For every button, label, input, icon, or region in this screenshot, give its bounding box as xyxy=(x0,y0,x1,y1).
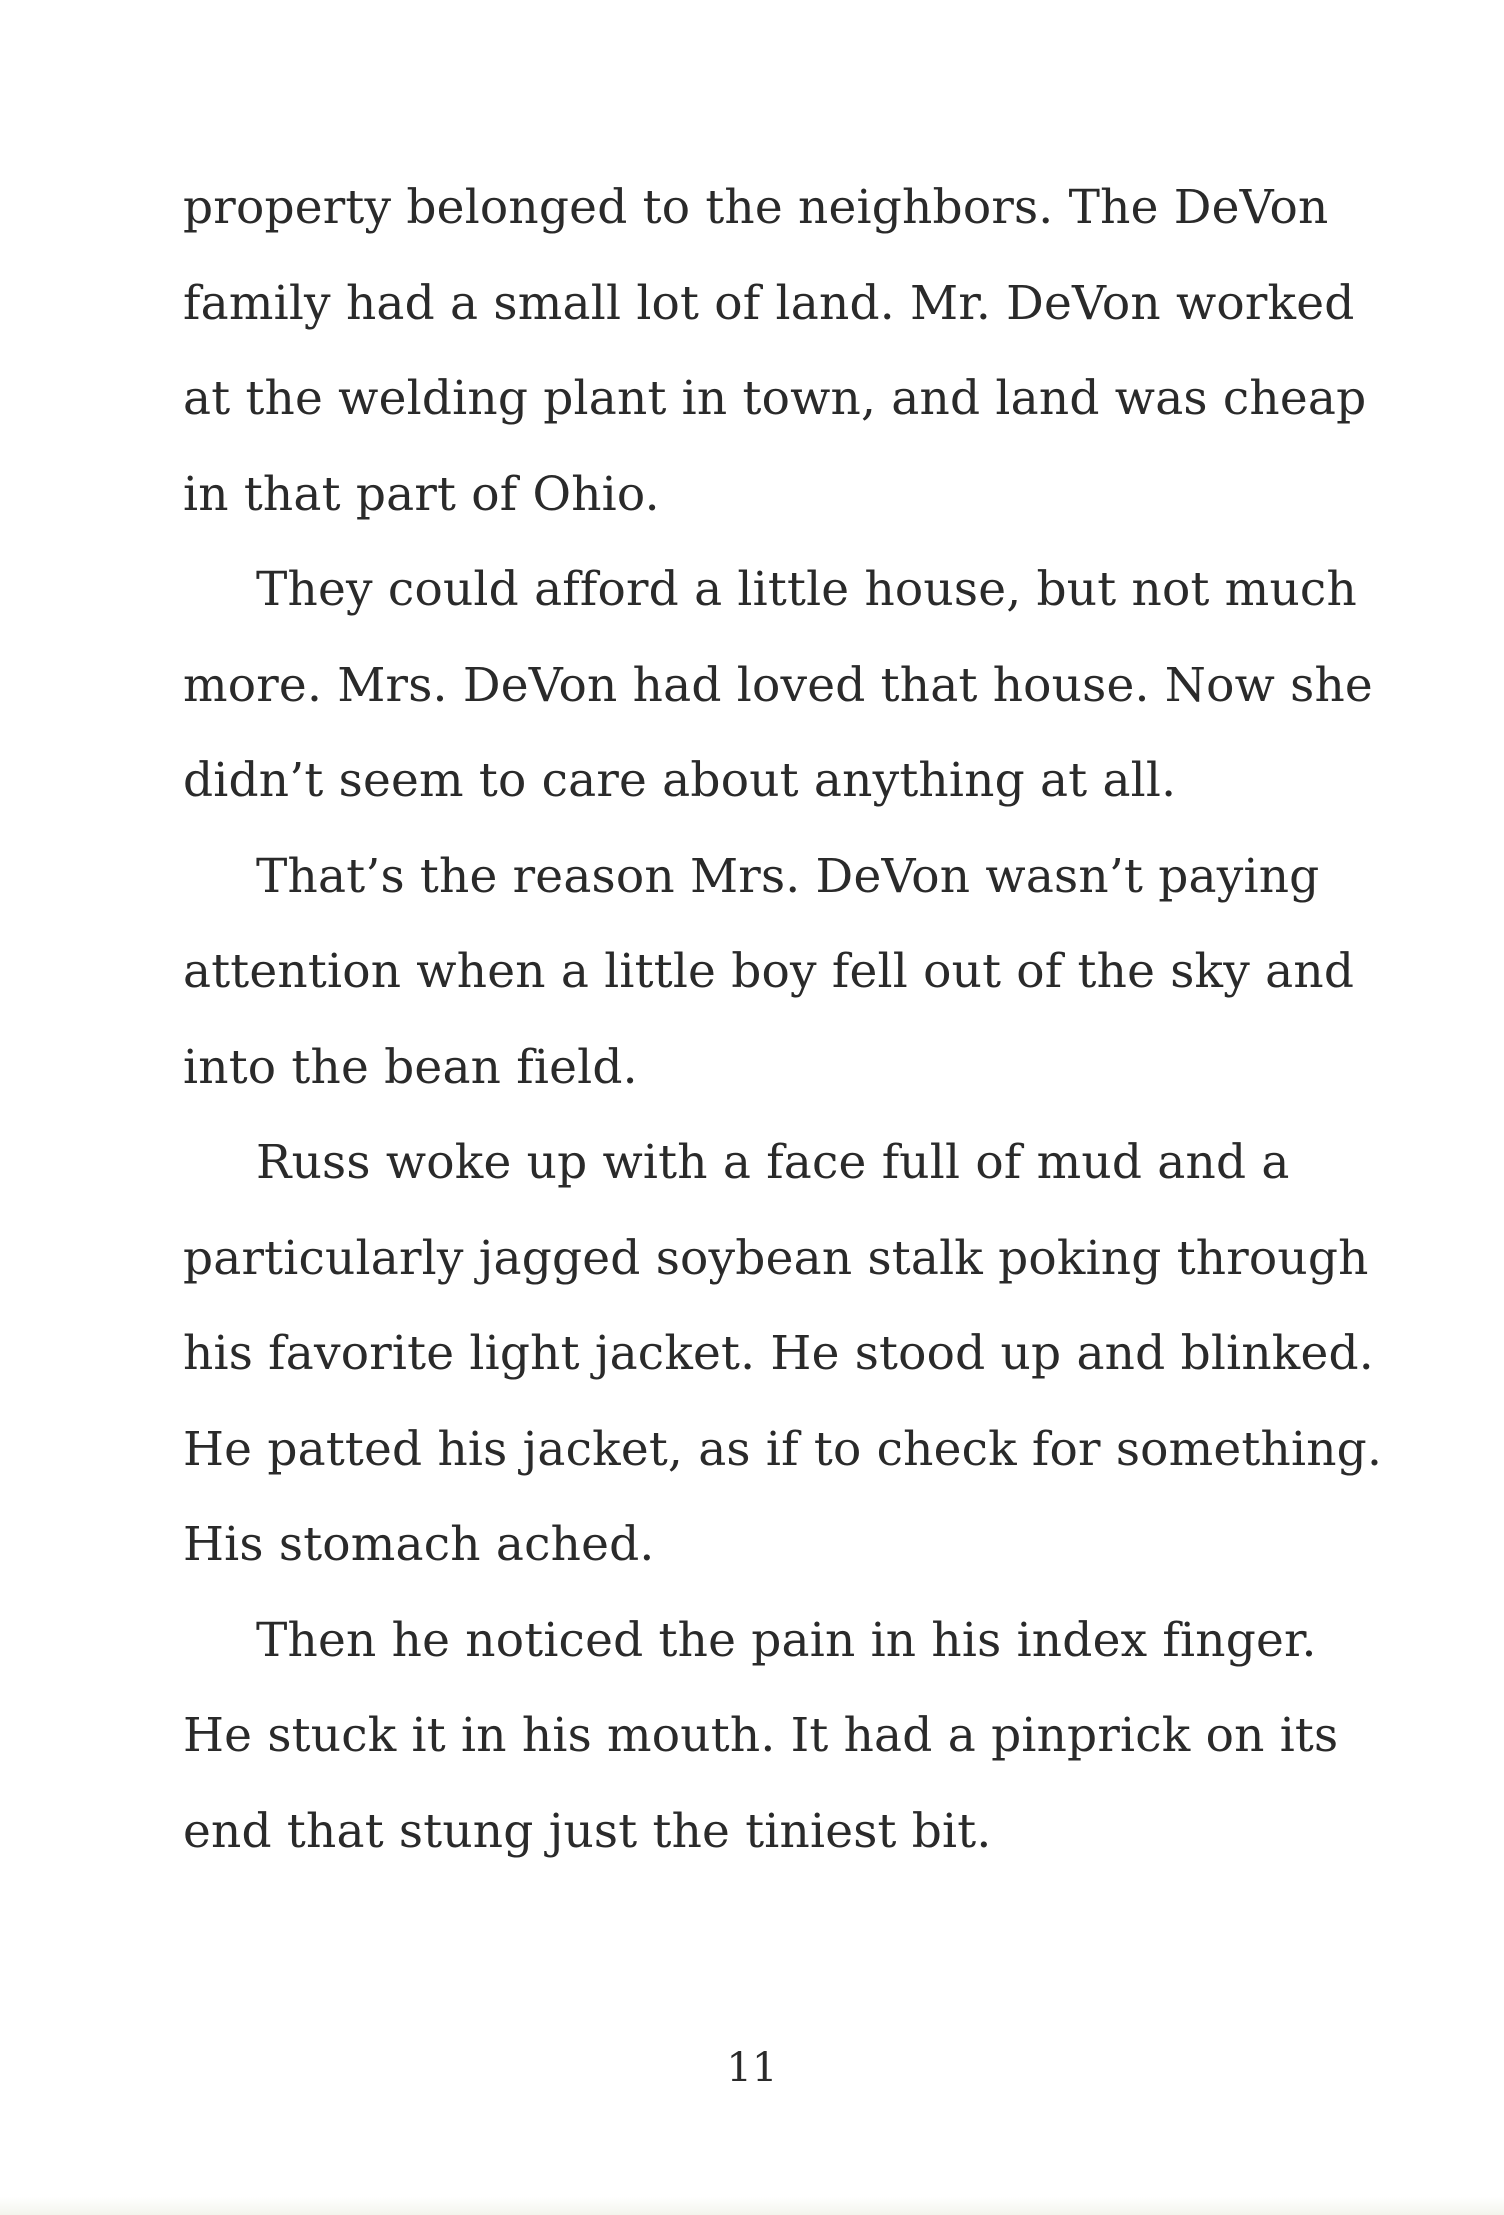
text-line: end that stung just the tiniest bit. xyxy=(183,1803,992,1859)
text-line: into the bean field. xyxy=(183,1039,638,1095)
page-number: 11 xyxy=(726,2045,778,2091)
text-line: in that part of Ohio. xyxy=(183,466,660,522)
text-line: at the welding plant in town, and land was cheap xyxy=(183,371,1367,426)
text-line: That’s the reason Mrs. DeVon wasn’t paying xyxy=(256,848,1320,904)
text-line: His stomach ached. xyxy=(183,1517,655,1572)
paragraph-2 xyxy=(183,542,1373,829)
text-line: more. Mrs. DeVon had loved that house. Now she xyxy=(183,657,1373,713)
text-line: family had a small lot of land. Mr. DeVon worked xyxy=(183,275,1355,331)
text-line: particularly jagged soybean stalk poking through xyxy=(183,1230,1369,1286)
paragraph-1 xyxy=(183,160,1373,542)
text-line: his favorite light jacket. He stood up and blinked. xyxy=(183,1326,1374,1381)
text-line: attention when a little boy fell out of the sky and xyxy=(183,944,1355,999)
text-line: Russ woke up with a face full of mud and a xyxy=(256,1135,1290,1190)
text-line: didn’t seem to care about anything at all. xyxy=(183,753,1177,808)
paragraph-5 xyxy=(183,1593,1373,1880)
text-line: He stuck it in his mouth. It had a pinprick on its xyxy=(183,1708,1339,1763)
text-line: Then he noticed the pain in his index finger. xyxy=(256,1612,1317,1668)
paragraph-4 xyxy=(183,1115,1383,1593)
text-line: property belonged to the neighbors. The DeVon xyxy=(183,180,1329,235)
body-text xyxy=(183,160,1383,1879)
scan-edge-shadow xyxy=(0,2197,1504,2215)
text-line: He patted his jacket, as if to check for something. xyxy=(183,1421,1383,1477)
text-line: They could afford a little house, but not much xyxy=(256,562,1357,617)
paragraph-3 xyxy=(183,829,1373,1116)
